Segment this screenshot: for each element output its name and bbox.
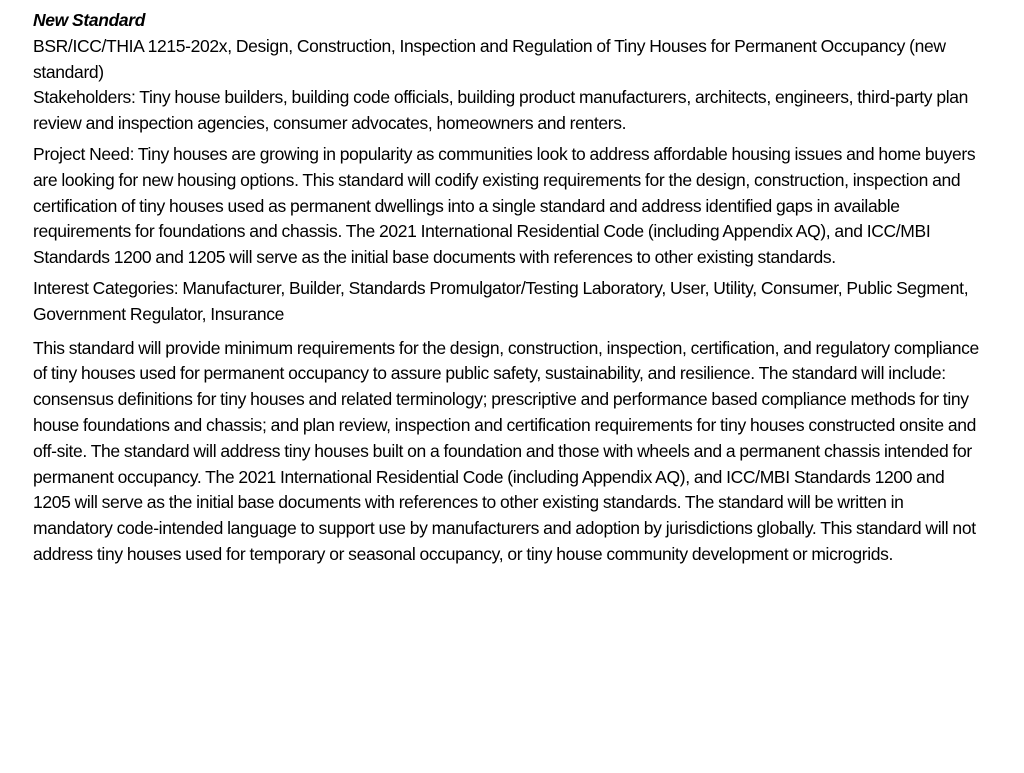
stakeholders-paragraph: Stakeholders: Tiny house builders, building code officials, building product manufacturers, architects, engineers, third-party plan review and inspection agencies, consumer advocates, homeowners and renters. bbox=[33, 87, 969, 134]
interest-categories-paragraph: Interest Categories: Manufacturer, Builder, Standards Promulgator/Testing Laboratory, User, Utility, Consumer, Public Segment, Government Regulator, Insurance bbox=[33, 277, 969, 324]
standard-title: BSR/ICC/THIA 1215-202x, Design, Construction, Inspection and Regulation of Tiny Houses for Permanent Occupancy (new standard) bbox=[33, 35, 946, 82]
project-need-paragraph: Project Need: Tiny houses are growing in popularity as communities look to address affordable housing issues and home buyers are looking for new housing options. This standard will codify existing requirements for the design, construction, inspection and certification of tiny houses used as permanent dwellings into a single standard and address identified gaps in available requirements for foundations and chassis. The 2021 International Residential Code (including Appendix AQ), and ICC/MBI Standards 1200 and 1205 will serve as the initial base documents with references to other existing standards. bbox=[33, 143, 976, 268]
section-heading: New Standard bbox=[33, 10, 146, 30]
scope-paragraph: This standard will provide minimum requirements for the design, construction, inspection, certification, and regulatory compliance of tiny houses used for permanent occupancy to assure public safety, sustainability, and resilience. The standard will include: consensus definitions for tiny houses and related terminology; prescriptive and performance based compliance methods for tiny house foundations and chassis; and plan review, inspection and certification requirements for tiny houses constructed onsite and off-site. The standard will address tiny houses built on a foundation and those with wheels and a permanent chassis intended for permanent occupancy. The 2021 International Residential Code (including Appendix AQ), and ICC/MBI Standards 1200 and 1205 will serve as the initial base documents with references to other existing standards. The standard will be written in mandatory code-intended language to support use by manufacturers and adoption by jurisdictions globally. This standard will not address tiny houses used for temporary or seasonal occupancy, or tiny house community development or microgrids. bbox=[33, 337, 979, 564]
document-body bbox=[33, 8, 983, 568]
